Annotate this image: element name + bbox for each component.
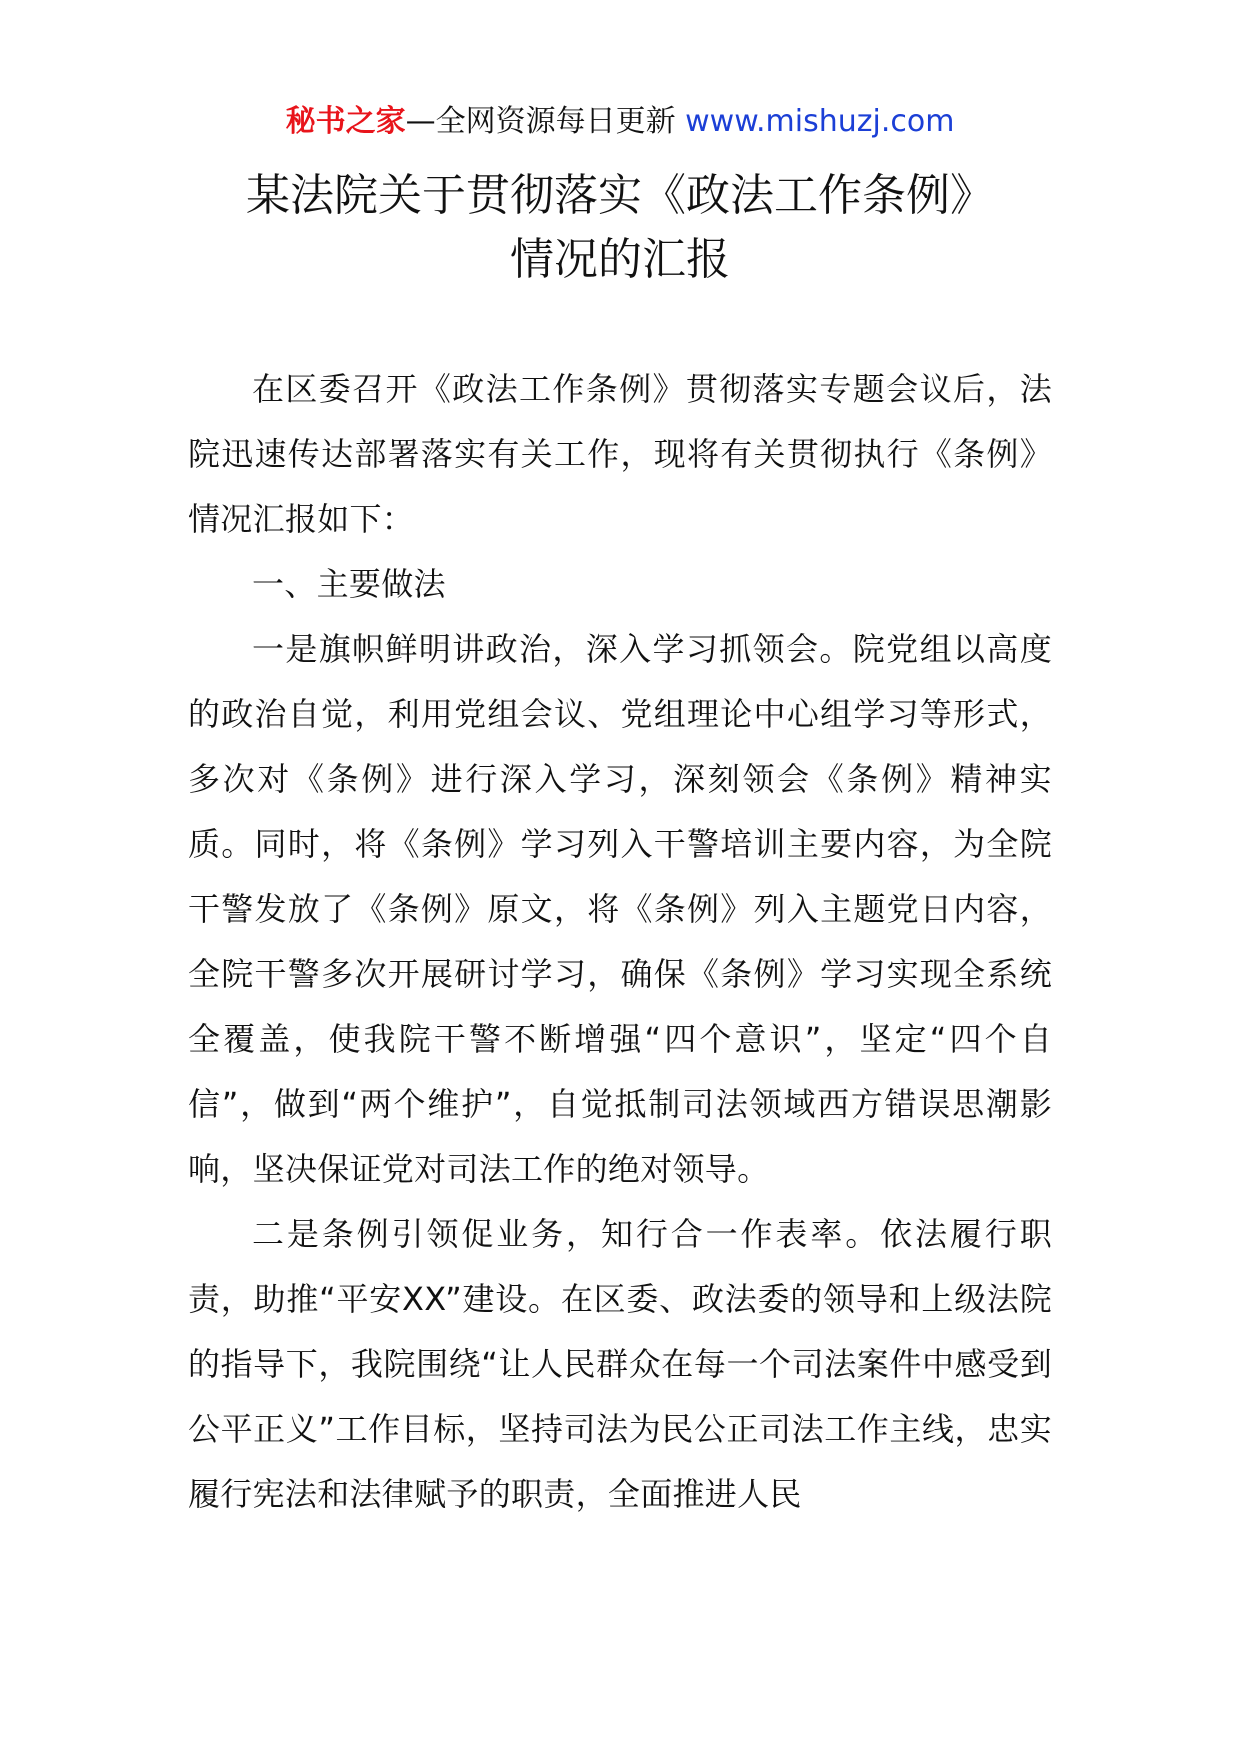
document-title bbox=[0, 164, 1240, 292]
site-tagline: —全网资源每日更新 bbox=[405, 104, 686, 139]
site-brand: 秘书之家 bbox=[285, 104, 406, 139]
site-header bbox=[0, 100, 1240, 144]
title-line-2: 情况的汇报 bbox=[510, 234, 730, 285]
intro-paragraph: 在区委召开《政法工作条例》贯彻落实专题会议后，法院迅速传达部署落实有关工作，现将有关贯彻执行《条例》情况汇报如下： bbox=[188, 370, 1052, 538]
title-line-1: 某法院关于贯彻落实《政法工作条例》 bbox=[246, 170, 994, 221]
document-body bbox=[188, 357, 1052, 1527]
section-heading: 一、主要做法 bbox=[252, 565, 446, 603]
point-one-paragraph: 一是旗帜鲜明讲政治，深入学习抓领会。院党组以高度的政治自觉，利用党组会议、党组理论中心组学习等形式，多次对《条例》进行深入学习，深刻领会《条例》精神实质。同时，将《条例》学习列入干警培训主要内容，为全院干警发放了《条例》原文，将《条例》列入主题党日内容，全院干警多次开展研讨学习，确保《条例》学习实现全系统全覆盖，使我院干警不断增强“四个意识”，坚定“四个自信”，做到“两个维护”，自觉抵制司法领域西方错误思潮影响，坚决保证党对司法工作的绝对领导。 bbox=[188, 630, 1052, 1188]
site-url[interactable]: www.mishuzj.com bbox=[685, 104, 955, 139]
point-two-paragraph: 二是条例引领促业务，知行合一作表率。依法履行职责，助推“平安XX”建设。在区委、政法委的领导和上级法院的指导下，我院围绕“让人民群众在每一个司法案件中感受到公平正义”工作目标，坚持司法为民公正司法工作主线，忠实履行宪法和法律赋予的职责，全面推进人民 bbox=[188, 1215, 1052, 1513]
